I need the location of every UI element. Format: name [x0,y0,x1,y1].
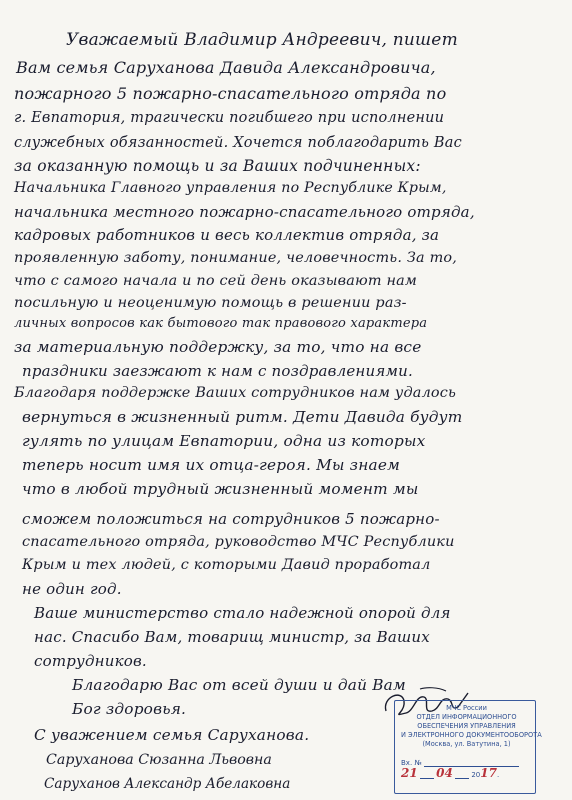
letter-line-25: Ваше министерство стало надежной опорой для [34,604,451,622]
letter-line-5: служебных обязанностей. Хочется поблагодарить Вас [14,135,462,151]
letter-line-8: начальника местного пожарно-спасательного отряда, [14,203,475,221]
letter-line-28: Благодарю Вас от всей души и дай Вам [72,676,406,694]
stamp-date-year-suffix: 17 [480,766,497,780]
letter-line-10: проявленную заботу, понимание, человечность. За то, [14,250,458,266]
letter-line-12: посильную и неоценимую помощь в решении раз- [14,295,407,311]
letter-line-7: Начальника Главного управления по Республике Крым, [14,180,447,196]
stamp-line-2: ОТДЕЛ ИНФОРМАЦИОННОГО [416,713,517,721]
signer-2: Саруханов Александр Абелаковна [44,776,291,792]
letter-line-18: гулять по улицам Евпатории, одна из которых [22,432,426,450]
registration-stamp [394,700,542,794]
letter-line-26: нас. Спасибо Вам, товарищ министр, за Ваших [34,628,430,646]
stamp-line-4: И ЭЛЕКТРОННОГО ДОКУМЕНТООБОРОТА [401,731,542,739]
letter-line-3: пожарного 5 пожарно-спасательного отряда по [14,84,447,103]
stamp-date-month: 04 [436,766,453,780]
letter-line-11: что с самого начала и по сей день оказывают нам [14,273,418,289]
stamp-incoming-label: Вх. № [401,759,422,767]
stamp-date-year-prefix: 20 [471,771,481,779]
stamp-line-3: ОБЕСПЕЧЕНИЯ УПРАВЛЕНИЯ [417,722,516,730]
stamp-line-5: (Москва, ул. Ватутина, 1) [422,740,511,748]
letter-line-29: Бог здоровья. [72,700,187,718]
letter-line-15: праздники заезжают к нам с поздравлениями. [22,362,413,380]
letter-line-13: личных вопросов как бытового так правового характера [14,316,428,331]
letter-line-9: кадровых работников и весь коллектив отряда, за [14,226,440,244]
letter-line-20: что в любой трудный жизненный момент мы [22,480,419,498]
letter-line-4: г. Евпатория, трагически погибшего при исполнении [14,110,445,126]
letter-line-6: за оказанную помощь и за Ваших подчиненных: [14,157,421,175]
letter-line-2: Вам семья Саруханова Давида Александровича, [16,58,436,77]
stamp-date-day: 21 [401,766,418,780]
letter-line-22: спасательного отряда, руководство МЧС Республики [22,534,455,550]
letter-line-23: Крым и тех людей, с которыми Давид проработал [22,557,431,573]
stamp-date: 21 04 2017. [401,766,500,780]
closing-line: С уважением семья Саруханова. [34,726,310,744]
letter-line-24: не один год. [22,580,122,598]
stamp-incoming-number [401,757,519,767]
letter-line-1: Уважаемый Владимир Андреевич, пишет [66,30,458,50]
letter-line-21: сможем положиться на сотрудников 5 пожарно- [22,510,440,528]
letter-line-16: Благодаря поддержке Ваших сотрудников нам удалось [14,385,457,401]
letter-line-19: теперь носит имя их отца-героя. Мы знаем [22,456,400,474]
signer-1: Саруханова Сюзанна Львовна [46,752,272,768]
letter-line-27: сотрудников. [34,652,147,670]
stamp-line-1: МЧС России [446,704,487,712]
letter-line-17: вернуться в жизненный ритм. Дети Давида будут [22,408,463,426]
letter-line-14: за материальную поддержку, за то, что на все [14,338,422,356]
